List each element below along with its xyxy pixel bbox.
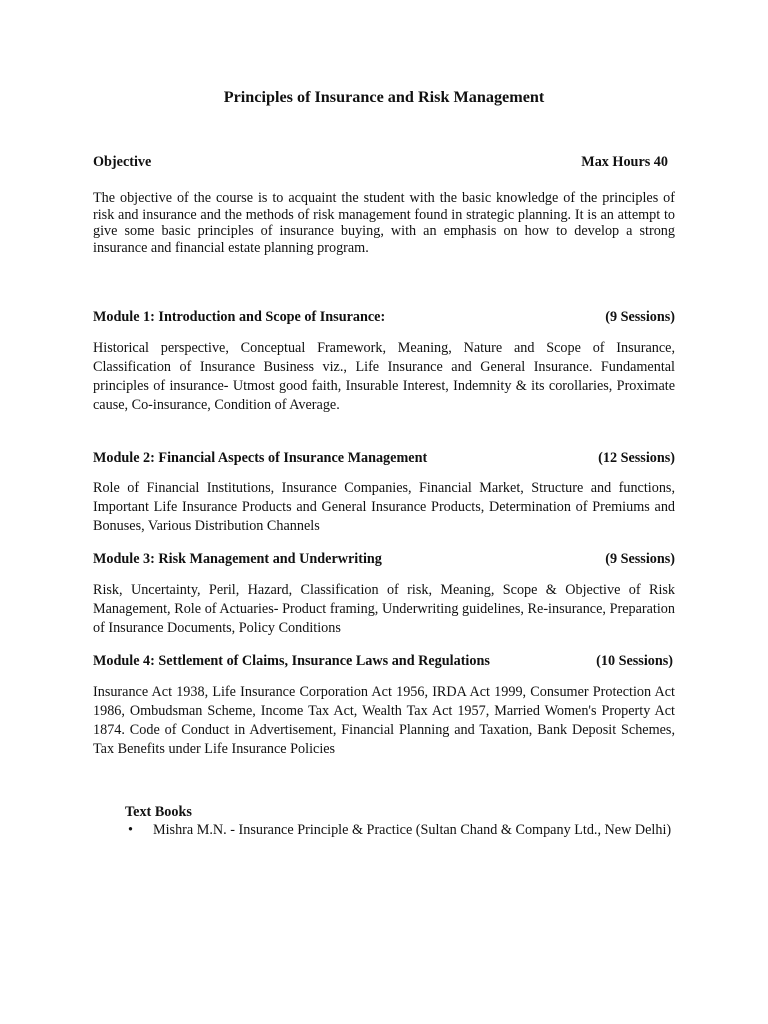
list-item bbox=[125, 821, 675, 839]
text-books-list bbox=[125, 821, 675, 839]
objective-text: The objective of the course is to acquaint the student with the basic knowledge of the principles of risk and insurance and the methods of risk management found in strategic planning. It is an attempt to give some basic principles of insurance buying, with an emphasis on how to develop a strong insurance and financial estate planning program. bbox=[93, 190, 675, 256]
module-1-heading: Module 1: Introduction and Scope of Insurance: bbox=[93, 309, 386, 325]
text-book-entry: Mishra M.N. - Insurance Principle & Practice (Sultan Chand & Company Ltd., New Delhi) bbox=[153, 822, 672, 838]
objective-header bbox=[93, 153, 675, 172]
module-3-text: Risk, Uncertainty, Peril, Hazard, Classification of risk, Meaning, Scope & Objective of Risk Management, Role of Actuaries- Product framing, Underwriting guidelines, Re-insurance, Preparation of Insurance Documents, Policy Conditions bbox=[93, 582, 675, 636]
module-1-header bbox=[93, 308, 675, 327]
module-3-header bbox=[93, 550, 675, 569]
module-4-sessions: (10 Sessions) bbox=[596, 653, 673, 669]
document-page bbox=[93, 0, 675, 1024]
module-1-sessions: (9 Sessions) bbox=[605, 309, 675, 325]
objective-label: Objective bbox=[93, 154, 152, 170]
module-2-header bbox=[93, 449, 675, 468]
module-2-heading: Module 2: Financial Aspects of Insurance Management bbox=[93, 450, 428, 466]
max-hours: Max Hours 40 bbox=[581, 154, 668, 170]
bullet-icon: • bbox=[128, 822, 133, 838]
module-4-heading: Module 4: Settlement of Claims, Insurance Laws and Regulations bbox=[93, 653, 490, 669]
module-2-text: Role of Financial Institutions, Insurance Companies, Financial Market, Structure and functions, Important Life Insurance Products and General Insurance Products, Determination of Premiums and Bonuses, Various Distribution Channels bbox=[93, 480, 675, 534]
module-3-heading: Module 3: Risk Management and Underwriting bbox=[93, 551, 382, 567]
module-1-text: Historical perspective, Conceptual Framework, Meaning, Nature and Scope of Insurance, Classification of Insurance Business viz., Life Insurance and General Insurance. Fundamental principles of insurance- Utmost good faith, Insurable Interest, Indemnity & its corollaries, Proximate cause, Co-insurance, Condition of Average. bbox=[93, 340, 675, 413]
module-2-sessions: (12 Sessions) bbox=[598, 450, 675, 466]
module-4-text: Insurance Act 1938, Life Insurance Corporation Act 1956, IRDA Act 1999, Consumer Protection Act 1986, Ombudsman Scheme, Income Tax Act, Wealth Tax Act 1957, Married Women's Property Act 1874. Code of Conduct in Advertisement, Financial Planning and Taxation, Bank Deposit Schemes, Tax Benefits under Life Insurance Policies bbox=[93, 684, 675, 757]
module-3-sessions: (9 Sessions) bbox=[605, 551, 675, 567]
page-title: Principles of Insurance and Risk Management bbox=[223, 88, 545, 106]
module-4-header bbox=[93, 652, 675, 671]
text-books-heading: Text Books bbox=[125, 804, 192, 820]
